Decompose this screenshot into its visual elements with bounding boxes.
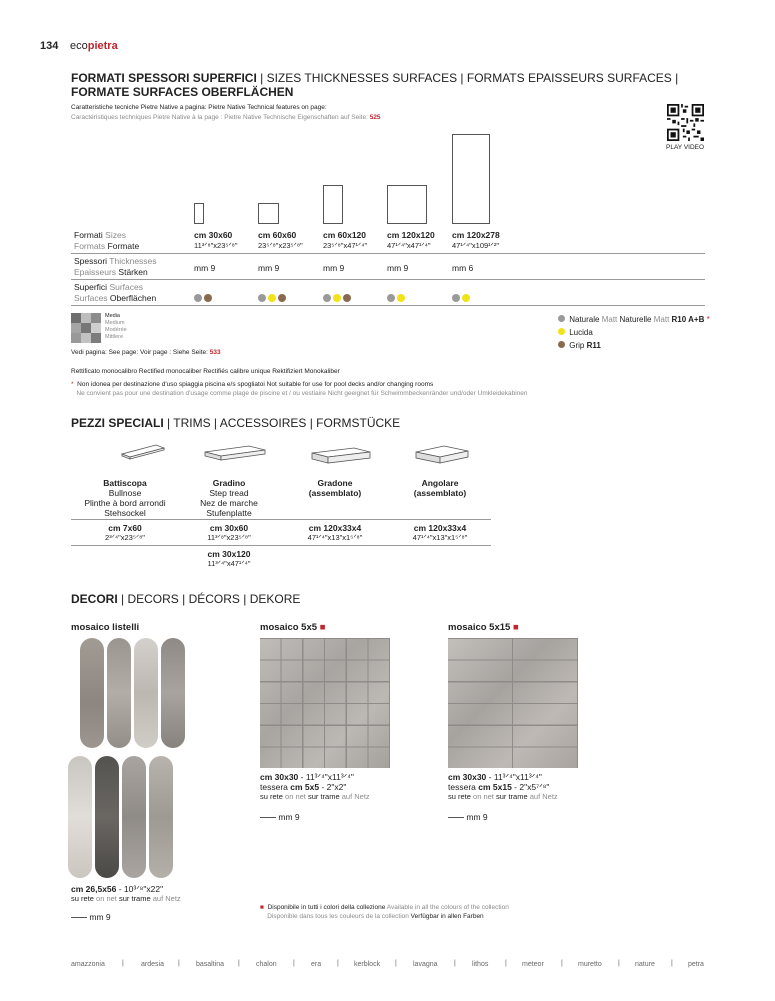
- trim-size-inch: 2³ᐟ⁴"x23⁵ᐟ⁸": [105, 533, 145, 542]
- decors-title-rest: | DECORS | DÉCORS | DEKORE: [117, 592, 301, 606]
- grip-dot-icon: [343, 294, 351, 302]
- formati-label: [74, 230, 139, 252]
- formati-label-de: Formate: [105, 241, 140, 251]
- decors-title: [71, 592, 300, 606]
- net-fr: sur trame: [116, 894, 151, 903]
- mosaic-5x15-size: [448, 772, 558, 782]
- gradone-icon: [310, 446, 372, 466]
- trim-name-fr: Nez de marche: [200, 498, 258, 508]
- size-cm: cm 60x60: [258, 230, 297, 240]
- superfici-label: [74, 282, 156, 304]
- surface-dots: [452, 289, 472, 307]
- divider: [71, 519, 491, 520]
- finish-rating: R11: [584, 341, 601, 350]
- bullnose-icon: [120, 442, 166, 460]
- surface-dots: [258, 289, 288, 307]
- decors-title-bold: DECORI: [71, 592, 118, 606]
- trim-name-de: Stehsockel: [104, 508, 146, 518]
- net-it: su rete: [71, 894, 94, 903]
- format-120x278-shape: [452, 134, 490, 224]
- net-it: su rete: [260, 792, 283, 801]
- grip-dot-icon: [204, 294, 212, 302]
- footer-separator: |: [395, 960, 397, 967]
- mosaic-5x5-size-inch: - 11³ᐟ⁴"x11³ᐟ⁴": [298, 772, 354, 782]
- size-cm: cm 120x278: [452, 230, 500, 240]
- thickness-value: mm 9: [194, 263, 216, 273]
- shade-legend-it: Media: [105, 313, 120, 319]
- trim-step-tread: [184, 478, 274, 518]
- trim-size-cm: cm 120x33x4: [413, 523, 467, 533]
- tessera-inch: - 2"x2": [319, 782, 347, 792]
- naturale-dot-icon: [258, 294, 266, 302]
- mosaic-5x15-size-cm: cm 30x30: [448, 772, 487, 782]
- size-cell: [452, 230, 500, 251]
- trim-size-cm: cm 30x120: [207, 549, 251, 559]
- availability-de: Verfügbar in allen Farben: [408, 913, 484, 920]
- listello-tile: [161, 638, 185, 748]
- tessera-inch: - 2"x5⁷ᐟ⁸": [511, 782, 550, 792]
- footer-link-amazzonia[interactable]: amazzonia: [71, 961, 105, 968]
- trim-name-sub: [290, 488, 380, 498]
- footer-separator: |: [293, 960, 295, 967]
- footer-link-nature[interactable]: nature: [635, 961, 655, 968]
- size-cm: cm 120x120: [387, 230, 435, 240]
- naturale-dot-icon: [452, 294, 460, 302]
- size-cell: [323, 230, 367, 251]
- usage-note: [71, 380, 528, 398]
- trim-name: [290, 478, 380, 488]
- finish-name-fr: Naturelle: [617, 315, 652, 324]
- mosaic-5x5-net: [260, 792, 370, 802]
- listelli-specs: [71, 884, 181, 904]
- mosaic-5x5-size-cm: cm 30x30: [260, 772, 299, 782]
- finish-star: *: [704, 315, 710, 324]
- trim-name-it: Gradone: [317, 478, 353, 488]
- trim-name-it: Angolare: [421, 478, 459, 488]
- trim-angolare: [395, 478, 485, 498]
- trims-title: [71, 416, 400, 430]
- mosaic-5x15-net: [448, 792, 558, 802]
- finish-name: Lucida: [569, 328, 593, 337]
- superfici-label-it: Superfici: [74, 282, 108, 292]
- trim-bullnose: [80, 478, 170, 518]
- listelli-name: mosaico listelli: [71, 622, 140, 633]
- listello-tile: [122, 756, 146, 878]
- trim-name-it: Gradino: [212, 478, 246, 488]
- lucida-dot-icon: [462, 294, 470, 302]
- footer-link-kerblock[interactable]: kerblock: [354, 961, 381, 968]
- listelli-size-inch: - 10³ᐟ⁸"x22": [116, 884, 164, 894]
- footer-separator: |: [671, 960, 673, 967]
- surface-dots: [387, 289, 407, 307]
- finish-name: Naturale: [569, 315, 600, 324]
- thickness-value: mm 9: [258, 263, 280, 273]
- trim-size-gradone: [290, 523, 380, 542]
- lucida-dot-icon: [333, 294, 341, 302]
- finish-name-en: Matt: [599, 315, 618, 324]
- mosaic-5x5-thickness-value: mm 9: [278, 812, 300, 822]
- shade-legend-fr: Modérée: [105, 327, 127, 333]
- net-en: on net: [93, 894, 117, 903]
- angolare-icon: [414, 444, 470, 468]
- trim-name-en: Step tread: [209, 488, 249, 498]
- net-fr: sur trame: [493, 792, 528, 801]
- shade-legend-en: Medium: [105, 320, 125, 326]
- footer-link-ardesia[interactable]: ardesia: [141, 961, 164, 968]
- trim-name-sub-text: (assemblato): [308, 488, 362, 498]
- footer-separator: |: [337, 960, 339, 967]
- trim-size-step-2: [184, 549, 274, 568]
- trim-size-inch: 11³ᐟ⁴"x47¹ᐟ⁴": [207, 559, 251, 568]
- listello-tile: [80, 638, 104, 748]
- qr-code-icon[interactable]: [667, 104, 704, 141]
- net-de: auf Netz: [527, 792, 558, 801]
- mosaic-5x5-image: [260, 638, 390, 768]
- naturale-dot-icon: [194, 294, 202, 302]
- net-en: on net: [282, 792, 306, 801]
- availability-square-icon: ■: [512, 622, 519, 633]
- formati-label-fr: Formats: [74, 241, 106, 251]
- page-number: 134: [40, 40, 59, 52]
- trim-size-step: [184, 523, 274, 542]
- net-fr: sur trame: [305, 792, 340, 801]
- net-it: su rete: [448, 792, 471, 801]
- usage-note-line-2: Ne convient pas pour une destination d'usage comme plage de piscine et / ou vestiaire Nicht geeignet für Schwimmbeckenränder und/oder Umkleidekabinen: [76, 390, 528, 397]
- listello-tile: [95, 756, 119, 878]
- trim-size-cm: cm 7x60: [108, 523, 142, 533]
- tech-features-page[interactable]: 525: [369, 114, 381, 121]
- naturale-dot-icon: [558, 315, 565, 322]
- naturale-dot-icon: [323, 294, 331, 302]
- trims-title-rest: | TRIMS | ACCESSOIRES | FORMSTÜCKE: [163, 416, 401, 430]
- size-cell: [387, 230, 435, 251]
- mosaic-5x15-image: [448, 638, 578, 768]
- footer-separator: |: [505, 960, 507, 967]
- footer-separator: |: [454, 960, 456, 967]
- footer-separator: |: [238, 960, 240, 967]
- surface-dots: [323, 289, 353, 307]
- size-cell: [258, 230, 303, 251]
- mosaic-5x15-name-text: mosaico 5x15: [448, 622, 511, 633]
- mosaic-5x15-thickness: [448, 812, 488, 822]
- brand-logo: [70, 40, 118, 52]
- brand-suffix: pietra: [87, 40, 118, 52]
- mosaic-5x5-size: [260, 772, 370, 782]
- format-30x60-shape: [194, 203, 204, 224]
- footer-link-lithos[interactable]: lithos: [472, 961, 489, 968]
- tessera-label: tessera: [448, 782, 479, 792]
- trim-name-sub-text: (assemblato): [413, 488, 467, 498]
- mosaic-5x15-size-inch: - 11³ᐟ⁴"x11³ᐟ⁴": [486, 772, 542, 782]
- mosaic-5x5-specs: [260, 772, 370, 802]
- see-page-note: [71, 348, 221, 357]
- trims-title-bold: PEZZI SPECIALI: [71, 416, 164, 430]
- listello-tile: [134, 638, 158, 748]
- usage-note-star: *: [71, 381, 74, 388]
- size-inch: 47¹ᐟ⁴"x109¹ᐟ²": [452, 241, 499, 250]
- mosaic-5x5-name: [260, 622, 325, 633]
- brand-prefix: eco: [70, 40, 88, 52]
- finish-name-de: Matt: [651, 315, 670, 324]
- trim-size-inch: 47¹ᐟ⁴"x13"x1⁵ᐟ⁸": [307, 533, 363, 542]
- trim-name-it: Battiscopa: [103, 478, 147, 488]
- size-cm: cm 60x120: [323, 230, 367, 240]
- thickness-icon: [260, 817, 276, 818]
- trim-name: [184, 478, 274, 488]
- availability-square-icon: ■: [260, 904, 264, 911]
- footer-separator: |: [618, 960, 620, 967]
- thickness-icon: [71, 917, 87, 918]
- availability-fr: Disponible dans tous les couleurs de la collection: [267, 913, 409, 920]
- grip-dot-icon: [278, 294, 286, 302]
- size-cm: cm 30x60: [194, 230, 233, 240]
- availability-note: [260, 903, 509, 921]
- rectified-note: Rettificato monocalibro Rectified monocaliber Rectifiés calibre unique Rektifiziert Monokaliber: [71, 368, 340, 375]
- finish-legend-item: [558, 326, 710, 339]
- footer-separator: |: [122, 960, 124, 967]
- divider: [71, 253, 705, 254]
- listelli-net: [71, 894, 181, 904]
- spessori-label: [74, 256, 157, 278]
- size-inch: 47¹ᐟ⁴"x47¹ᐟ⁴": [387, 241, 431, 250]
- tessera-label: tessera: [260, 782, 291, 792]
- format-60x120-shape: [323, 185, 343, 224]
- size-inch: 23⁵ᐟ⁸"x47¹ᐟ⁴": [323, 241, 368, 250]
- mosaic-5x15-name: [448, 622, 519, 633]
- finish-legend: [558, 313, 710, 352]
- formati-label-en: Sizes: [102, 230, 126, 240]
- listello-tile: [149, 756, 173, 878]
- mosaic-5x5-tessera: [260, 782, 370, 792]
- listelli-thickness-value: mm 9: [89, 912, 111, 922]
- trim-size-inch: 47¹ᐟ⁴"x13"x1⁵ᐟ⁸": [412, 533, 468, 542]
- size-inch: 23⁵ᐟ⁸"x23⁵ᐟ⁸": [258, 241, 303, 250]
- format-60x60-shape: [258, 203, 279, 224]
- footer-link-petra[interactable]: petra: [688, 961, 704, 968]
- formati-label-it: Formati: [74, 230, 103, 240]
- footer-link-era[interactable]: era: [311, 961, 322, 968]
- availability-it: Disponibile in tutti i colori della collezione: [267, 904, 386, 911]
- surface-dots: [194, 289, 214, 307]
- formats-title: [71, 71, 691, 99]
- see-page-text: Vedi pagina: See page: Voir page : Siehe Seite:: [71, 349, 210, 356]
- trim-name: [80, 478, 170, 488]
- footer-link-basaltina[interactable]: basaltina: [196, 961, 225, 968]
- formats-title-line-2: FORMATE SURFACES OBERFLÄCHEN: [71, 85, 294, 99]
- finish-legend-item: [558, 313, 710, 326]
- footer-link-lavagna[interactable]: lavagna: [413, 961, 438, 968]
- footer-link-muretto[interactable]: muretto: [578, 961, 602, 968]
- availability-square-icon: ■: [319, 622, 326, 633]
- footer-link-meteor[interactable]: meteor: [522, 961, 544, 968]
- listelli-size: [71, 884, 181, 894]
- listelli-thickness: [71, 912, 111, 922]
- spessori-label-it: Spessori: [74, 256, 108, 266]
- trim-size-bullnose: [80, 523, 170, 542]
- lucida-dot-icon: [397, 294, 405, 302]
- grip-dot-icon: [558, 341, 565, 348]
- superfici-label-de: Oberflächen: [107, 293, 157, 303]
- listello-tile: [68, 756, 92, 878]
- trim-size-angolare: [395, 523, 485, 542]
- listelli-size-cm: cm 26,5x56: [71, 884, 117, 894]
- tessera-size: cm 5x15: [478, 782, 512, 792]
- thickness-icon: [448, 817, 464, 818]
- format-120x120-shape: [387, 185, 427, 224]
- play-video-label[interactable]: PLAY VIDEO: [666, 144, 705, 151]
- see-page-number[interactable]: 533: [209, 349, 221, 356]
- superfici-label-fr: Surfaces: [74, 293, 108, 303]
- usage-note-line-1: Non idonea per destinazione d'uso spiaggia piscina e/s spogliatoi Not suitable for use for pool decks and/or changing rooms: [77, 381, 434, 388]
- trim-name-sub: [395, 488, 485, 498]
- size-cell: [194, 230, 238, 251]
- size-inch: 11³ᐟ⁸"x23⁵ᐟ⁸": [194, 241, 238, 250]
- mosaic-5x15-thickness-value: mm 9: [466, 812, 488, 822]
- net-de: auf Netz: [339, 792, 370, 801]
- listelli-image: [68, 636, 188, 880]
- tech-features-text: Caractéristiques techniques Pietre Native à la page : Pietre Native Technische Eigenschaften auf Seite:: [71, 114, 370, 121]
- net-de: auf Netz: [150, 894, 181, 903]
- lucida-dot-icon: [558, 328, 565, 335]
- tech-features-line: Caratteristiche tecniche Pietre Native a pagina: Pietre Native Technical features on page:: [71, 104, 327, 111]
- shade-legend-text: [105, 313, 127, 341]
- trim-name-en: Bullnose: [108, 488, 142, 498]
- divider: [71, 545, 491, 546]
- net-en: on net: [470, 792, 494, 801]
- mosaic-5x15-tessera: [448, 782, 558, 792]
- step-tread-icon: [203, 444, 267, 466]
- thickness-value: mm 9: [387, 263, 409, 273]
- trim-name-fr: Plinthe à bord arrondi: [84, 498, 166, 508]
- shade-legend-de: Mittlere: [105, 334, 124, 340]
- mosaic-5x5-thickness: [260, 812, 300, 822]
- trim-size-cm: cm 120x33x4: [308, 523, 362, 533]
- superfici-label-en: Surfaces: [107, 282, 143, 292]
- naturale-dot-icon: [387, 294, 395, 302]
- trim-size-inch: 11³ᐟ⁸"x23⁵ᐟ⁸": [207, 533, 251, 542]
- formats-title-bold: FORMATI SPESSORI SUPERFICI: [71, 71, 257, 85]
- footer-link-chalon[interactable]: chalon: [256, 961, 277, 968]
- trim-name-de: Stufenplatte: [206, 508, 252, 518]
- mosaic-5x5-name-text: mosaico 5x5: [260, 622, 318, 633]
- trim-size-cm: cm 30x60: [209, 523, 249, 533]
- finish-rating: R10 A+B: [669, 315, 705, 324]
- lucida-dot-icon: [268, 294, 276, 302]
- thickness-value: mm 9: [323, 263, 345, 273]
- thickness-value: mm 6: [452, 263, 474, 273]
- finish-name: Grip: [569, 341, 585, 350]
- spessori-label-en: Thicknesses: [107, 256, 157, 266]
- trim-name: [395, 478, 485, 488]
- footer-separator: |: [178, 960, 180, 967]
- divider: [71, 279, 705, 280]
- spessori-label-de: Stärken: [116, 267, 148, 277]
- tessera-size: cm 5x5: [290, 782, 320, 792]
- availability-en: Available in all the colours of the collection: [385, 904, 509, 911]
- finish-legend-item: [558, 339, 710, 352]
- trim-gradone: [290, 478, 380, 498]
- mosaic-5x15-specs: [448, 772, 558, 802]
- listello-tile: [107, 638, 131, 748]
- tech-features-line-2: [71, 114, 381, 121]
- formats-title-rest: | SIZES THICKNESSES SURFACES | FORMATS EPAISSEURS SURFACES |: [256, 71, 679, 85]
- footer-separator: |: [561, 960, 563, 967]
- shade-variation-icon: [71, 313, 101, 343]
- spessori-label-fr: Epaisseurs: [74, 267, 117, 277]
